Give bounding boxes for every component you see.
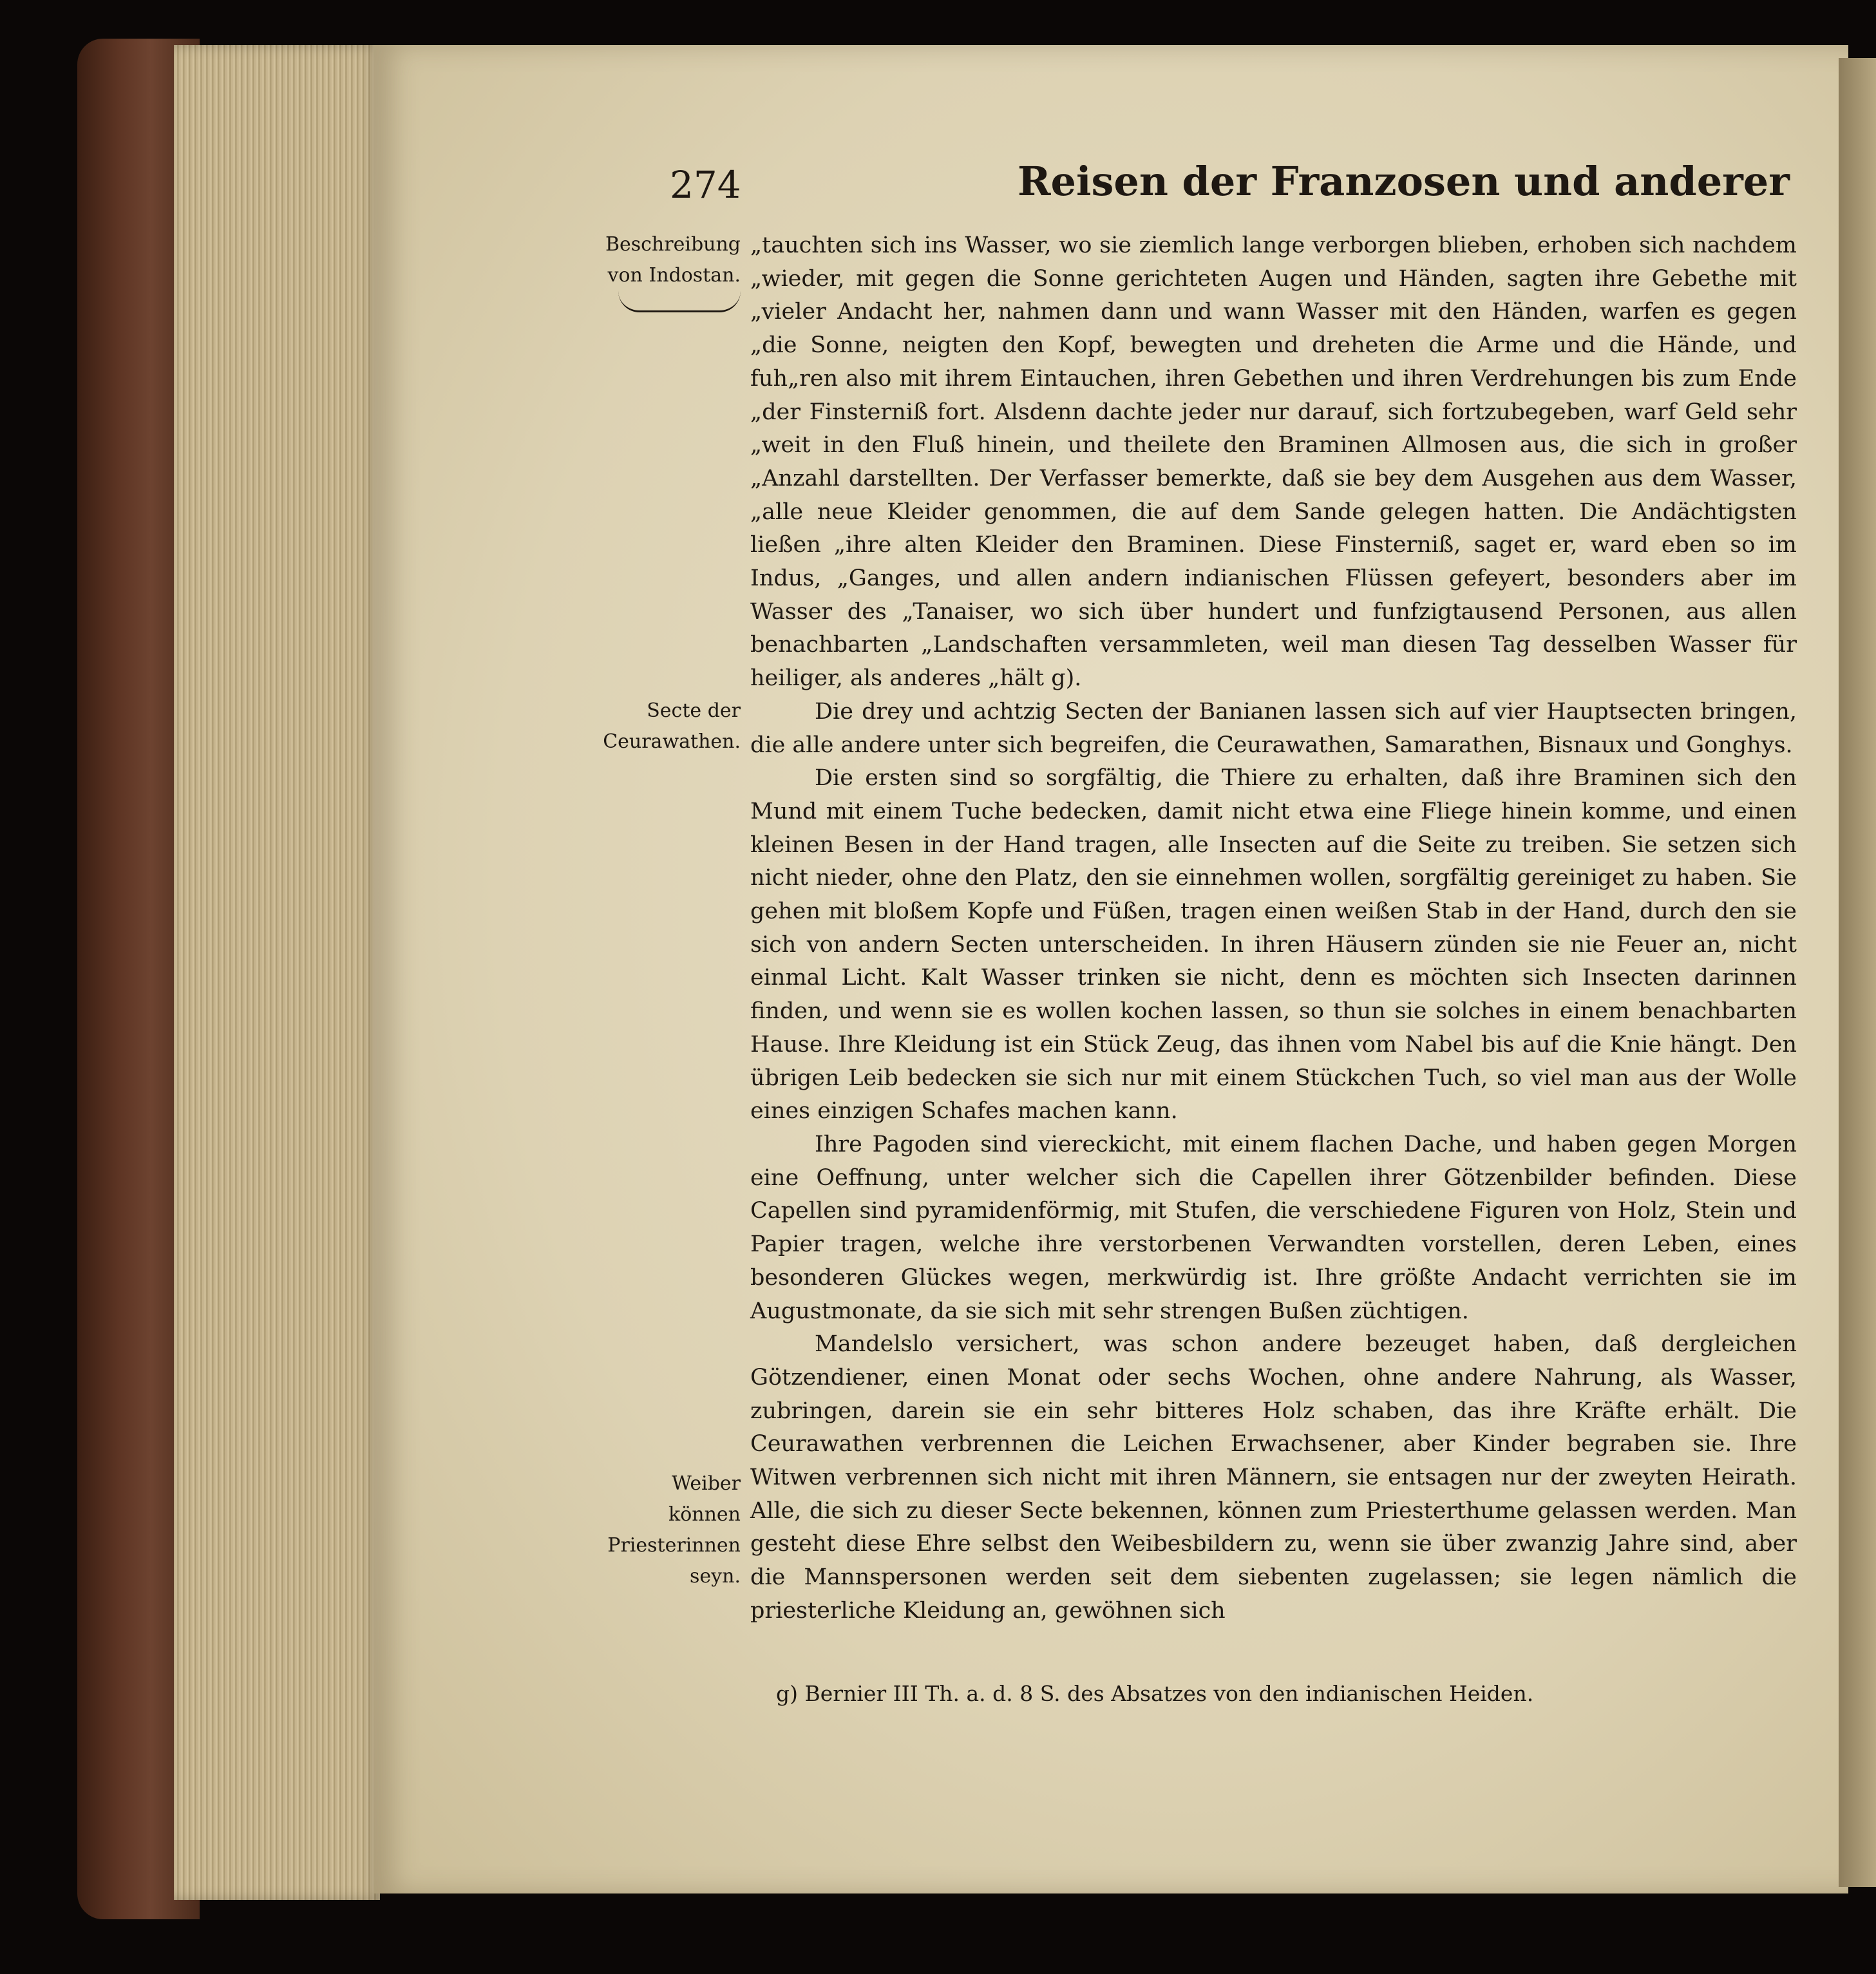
page-number: 274 bbox=[670, 163, 741, 207]
margin-note-priesterinnen bbox=[599, 1468, 741, 1592]
page-header bbox=[670, 158, 1790, 216]
brace-decoration bbox=[618, 291, 741, 312]
footnote: g) Bernier III Th. a. d. 8 S. des Absatzes von den indianischen Heiden. bbox=[776, 1681, 1534, 1706]
margin-note-text: Weiber können Priesterinnen seyn. bbox=[607, 1472, 741, 1588]
margin-note-text: Beschreibung von Indostan. bbox=[605, 233, 741, 287]
body-text bbox=[750, 229, 1797, 1628]
paragraph: Ihre Pagoden sind viereckicht, mit einem flachen Dache, und haben gegen Morgen eine Oeffnung, unter welcher sich die Capellen ihrer Götzenbilder befinden. Diese Capellen sind pyramidenförmig, mit Stufen, die verschiedene Figuren von Holz, Stein und Papier tragen, welche ihre verstorbenen Verwandten vorstellen, deren Leben, eines besonderen Glückes wegen, merkwürdig ist. Ihre größte Andacht verrichten sie im Augustmonate, da sie sich mit sehr strengen Bußen züchtigen. bbox=[750, 1131, 1797, 1324]
paragraph: Die drey und achtzig Secten der Banianen lassen sich auf vier Hauptsecten bringen, die alle andere unter sich begreifen, die Ceurawathen, Samarathen, Bisnaux und Gonghys. bbox=[750, 698, 1797, 758]
page-edges bbox=[174, 45, 380, 1900]
paragraph: „tauchten sich ins Wasser, wo sie ziemlich lange verborgen blieben, erhoben sich nachdem „wieder, mit gegen die Sonne gerichteten Augen und Händen, sagten ihre Gebethe mit „vieler Andacht her, nahmen dann und wann Wasser mit den Händen, warfen es gegen „die Sonne, neigten den Kopf, bewegten und dreheten die Arme und die Hände, und fuh„ren also mit ihrem Eintauchen, ihren Gebethen und ihren Verdrehungen bis zum Ende „der Finsterniß fort. Alsdenn dachte jeder nur darauf, sich fortzubegeben, warf Geld sehr „weit in den Fluß hinein, und theilete den Braminen Allmosen aus, die sich in großer „Anzahl darstellten. Der Verfasser bemerkte, daß sie bey dem Ausgehen aus dem Wasser, „alle neue Kleider genommen, die auf dem Sande gelegen hatten. Die Andächtigsten ließen „ihre alten Kleider den Braminen. Diese Finsterniß, saget er, ward eben so im Indus, „Ganges, und allen andern indianischen Flüssen gefeyert, besonders aber im Wasser des „Tanaiser, wo sich über hundert und funfzigtausend Personen, aus allen benachbarten „Landschaften versammleten, weil man diesen Tag desselben Wasser für heiliger, als anderes „hält g). bbox=[750, 233, 1797, 692]
paragraph: Mandelslo versichert, was schon andere bezeuget haben, daß dergleichen Götzendiener, einen Monat oder sechs Wochen, ohne andere Nahrung, als Wasser, zubringen, darein sie ein sehr bitteres Holz schaben, das ihre Kräfte erhält. Die Ceurawathen verbrennen die Leichen Erwachsener, aber Kinder begraben sie. Ihre Witwen verbrennen sich nicht mit ihren Männern, sie entsagen nur der zweyten Heirath. Alle, die sich zu dieser Secte bekennen, können zum Priesterthume gelassen werden. Man gesteht diese Ehre selbst den Weibesbildern zu, wenn sie über zwanzig Jahre sind, aber die Mannspersonen werden seit dem siebenten zugelassen; sie legen nämlich die priesterliche Kleidung an, gewöhnen sich bbox=[750, 1331, 1797, 1624]
facing-page-edge bbox=[1839, 58, 1876, 1887]
margin-note-text: Secte der Ceurawathen. bbox=[603, 699, 741, 753]
running-head: Reisen der Franzosen und anderer bbox=[1018, 158, 1790, 205]
margin-note-indostan bbox=[599, 229, 741, 312]
margin-note-ceurawathen bbox=[599, 696, 741, 757]
paragraph: Die ersten sind so sorgfältig, die Thiere zu erhalten, daß ihre Braminen sich den Mund mit einem Tuche bedecken, damit nicht etwa eine Fliege hinein komme, und einen kleinen Besen in der Hand tragen, alle Insecten auf die Seite zu treiben. Sie setzen sich nicht nieder, ohne den Platz, den sie einnehmen wollen, sorgfältig gereiniget zu haben. Sie gehen mit bloßem Kopfe und Füßen, tragen einen weißen Stab in der Hand, durch den sie sich von andern Secten unterscheiden. In ihren Häusern zünden sie nie Feuer an, nicht einmal Licht. Kalt Wasser trinken sie nicht, denn es möchten sich Insecten darinnen finden, und wenn sie es wollen kochen lassen, so thun sie solches in einem benachbarten Hause. Ihre Kleidung ist ein Stück Zeug, das ihnen vom Nabel bis auf die Knie hängt. Den übrigen Leib bedecken sie sich nur mit einem Stückchen Tuch, so viel man aus der Wolle eines einzigen Schafes machen kann. bbox=[750, 765, 1797, 1125]
